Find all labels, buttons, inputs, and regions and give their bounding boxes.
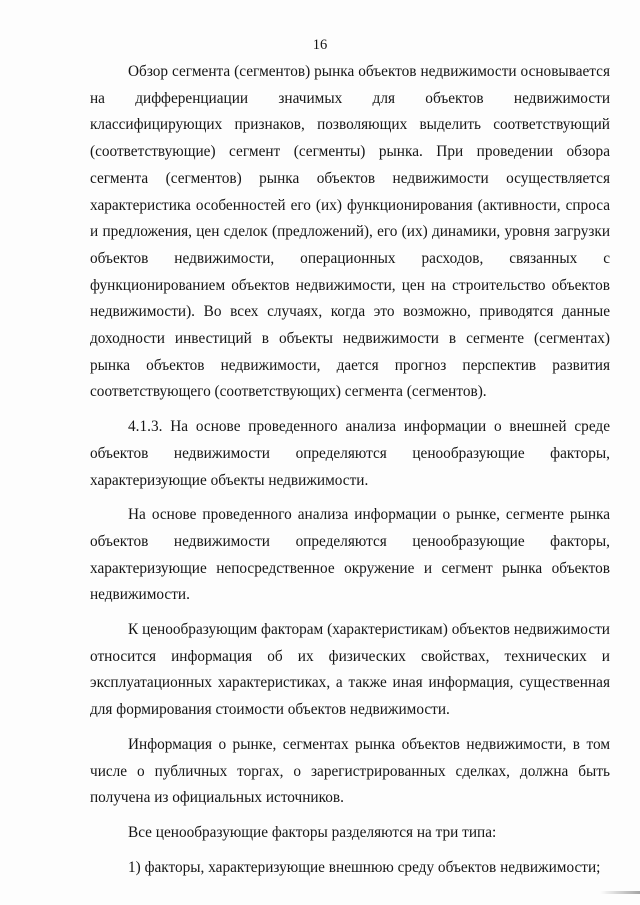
paragraph-market-analysis: На основе проведенного анализа информации о рынке, сегменте рынка объектов недвижимости определяются ценообразующие факторы, характеризующие непосредственное окружение и сегмент рынка объектов недвижимости.	[90, 506, 610, 604]
paragraph-factor-type-1: 1) факторы, характеризующие внешнюю среду объектов недвижимости;	[128, 858, 601, 876]
paragraph-segment-review: Обзор сегмента (сегментов) рынка объектов недвижимости основывается на дифференциации значимых для объектов недвижимости классифицирующих признаков, позволяющих выделить соответствующий (соответствующие) сегмент (сегменты) рынка. При проведении обзора сегмента (сегментов) рынка объектов недвижимости осуществляется характеристика особенностей его (их) функционирования (активности, спроса и предложения, цен сделок (предложений), его (их) динамики, уровня загрузки объектов недвижимости, операционных расходов, связанных с функционированием объектов недвижимости, цен на строительство объектов недвижимости). Во всех случаях, когда это возможно, приводятся данные доходности инвестиций в объекты недвижимости в сегменте (сегментах) рынка объектов недвижимости, дается прогноз перспектив развития соответствующего (соответствующих) сегмента (сегментов).	[90, 63, 610, 401]
paragraph-4-1-3: 4.1.3. На основе проведенного анализа информации о внешней среде объектов недвижимости определяются ценообразующие факторы, характеризующие объекты недвижимости.	[90, 418, 610, 489]
paragraph-price-factors: К ценообразующим факторам (характеристикам) объектов недвижимости относится информация об их физических свойствах, технических и эксплуатационных характеристиках, а также иная информация, существенная для формирования стоимости объектов недвижимости.	[90, 621, 610, 719]
paragraph-factor-types: Все ценообразующие факторы разделяются на три типа:	[128, 823, 497, 841]
document-body	[90, 59, 610, 889]
paragraph-market-info: Информация о рынке, сегментах рынка объектов недвижимости, в том числе о публичных торгах, о зарегистрированных сделках, должна быть получена из официальных источников.	[90, 735, 610, 807]
scan-edge-mark	[600, 891, 640, 894]
page-number: 16	[312, 37, 328, 53]
